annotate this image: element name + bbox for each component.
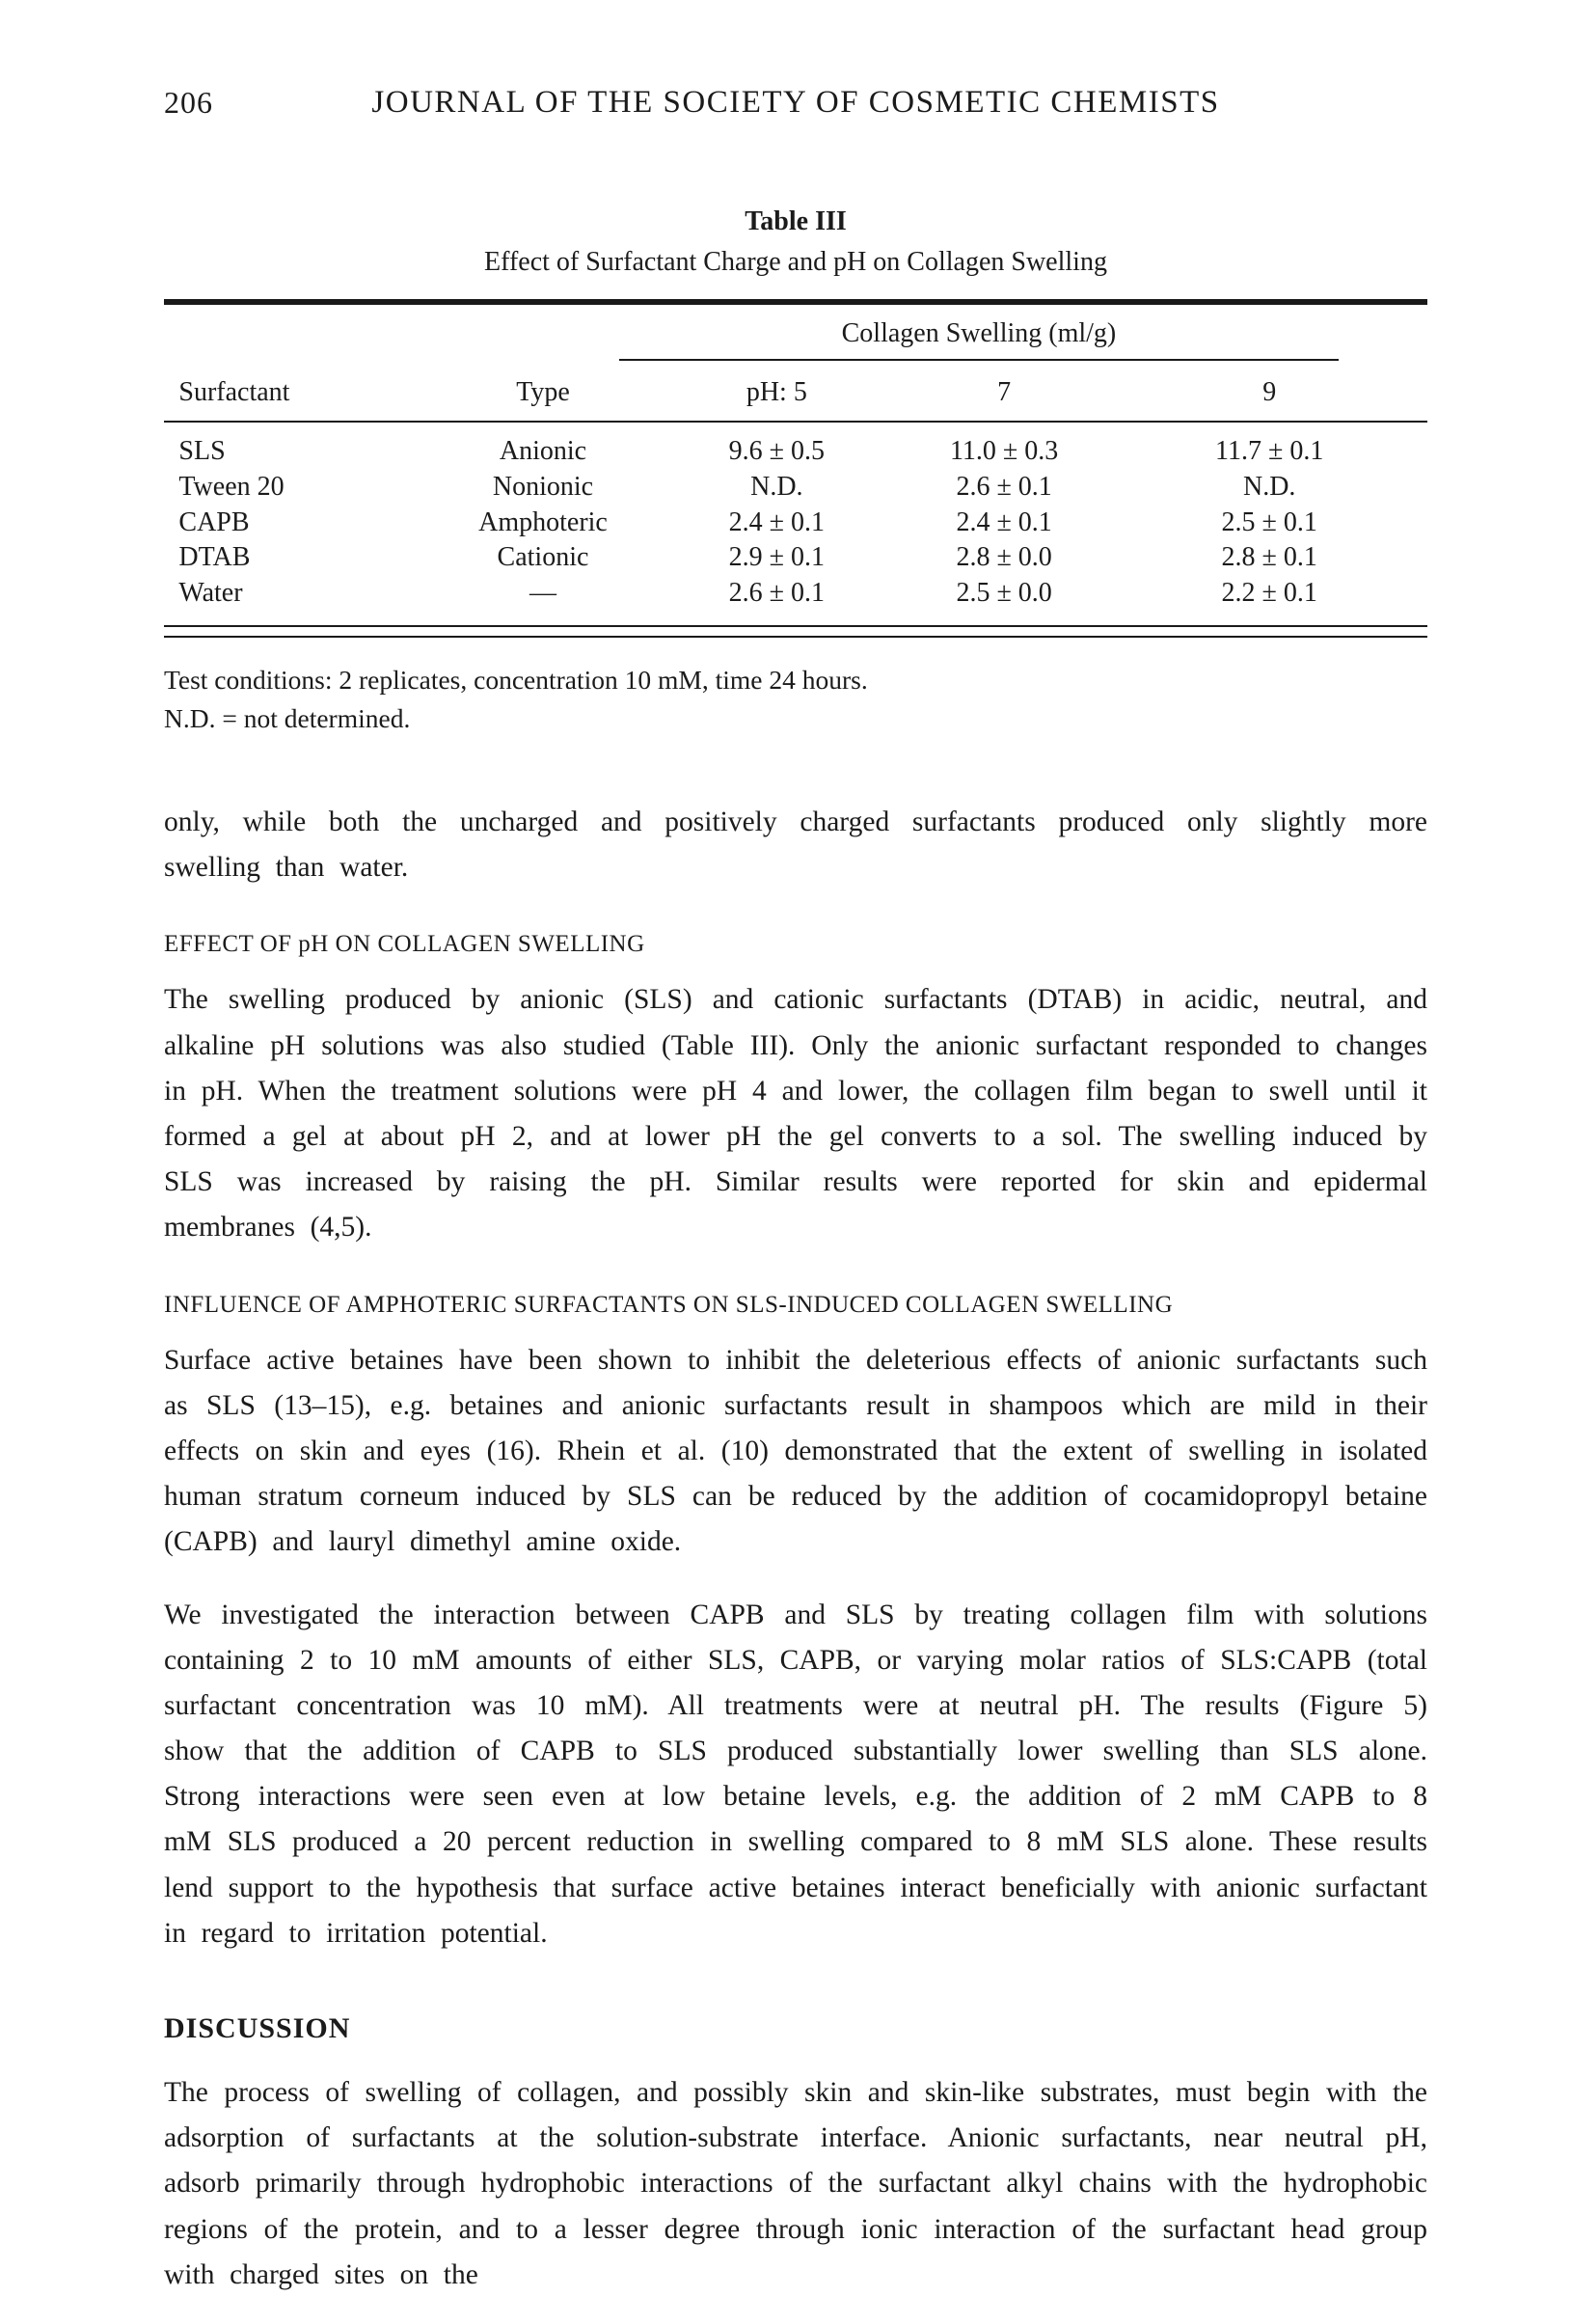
cell-ph7: 2.6 ± 0.1 (956, 471, 1052, 502)
column-header-type: Type (516, 377, 570, 407)
table-row (164, 576, 1427, 612)
section-heading: DISCUSSION (164, 2012, 351, 2045)
section-paragraph: The process of swelling of collagen, and possibly skin and skin-like substrates, must begin with the adsorption of surfactants at the solution-substrate interface. Anionic surfactants, near neutral pH, adsorb primarily through hydrophobic interactions of the surfactant alkyl chains with the hydrophobic regions of the protein, and to a lesser degree through ionic interaction of the surfactant head group with charged sites on the (164, 2077, 1427, 2290)
table-bottom-rule-2 (164, 636, 1427, 638)
cell-surfactant: Water (178, 578, 243, 609)
cell-ph5: 2.9 ± 0.1 (728, 542, 826, 573)
footnote-nd-definition: N.D. = not determined. (164, 703, 411, 734)
column-header-ph9: 9 (1262, 377, 1277, 407)
footnote-test-conditions: Test conditions: 2 replicates, concentration 10 mM, time 24 hours. (164, 665, 868, 696)
cell-ph7: 11.0 ± 0.3 (949, 435, 1059, 466)
cell-ph9: 2.8 ± 0.1 (1221, 542, 1317, 573)
page-number: 206 (164, 85, 213, 120)
cell-ph5: 9.6 ± 0.5 (728, 435, 826, 466)
section-paragraph: Surface active betaines have been shown to inhibit the deleterious effects of anionic surfactants such as SLS (13–15), e.g. betaines and anionic surfactants result in shampoos which are mild in their effects on skin and eyes (16). Rhein et al. (10) demonstrated that the extent of swelling in isolated human stratum corneum induced by SLS can be reduced by the addition of cocamidopropyl betaine (CAPB) and lauryl dimethyl amine oxide. (164, 1344, 1427, 1558)
cell-ph9: 2.2 ± 0.1 (1221, 578, 1317, 609)
table-row (164, 434, 1427, 470)
cell-ph7: 2.8 ± 0.0 (956, 542, 1052, 573)
cell-type: Anionic (499, 435, 587, 466)
section-heading: INFLUENCE OF AMPHOTERIC SURFACTANTS ON SLS-INDUCED COLLAGEN SWELLING (164, 1291, 1174, 1318)
cell-type: — (529, 578, 556, 609)
table-row (164, 540, 1427, 576)
table-body (164, 423, 1427, 613)
cell-surfactant: Tween 20 (178, 471, 285, 502)
column-header-surfactant: Surfactant (178, 377, 290, 407)
section-heading: EFFECT OF pH ON COLLAGEN SWELLING (164, 931, 645, 958)
section-paragraph: We investigated the interaction between CAPB and SLS by treating collagen film with solutions containing 2 to 10 mM amounts of either SLS, CAPB, or varying molar ratios of SLS:CAPB (total surfactant concentration was 10 mM). All treatments were at neutral pH. The results (Figure 5) show that the addition of CAPB to SLS produced substantially lower swelling than SLS alone. Strong interactions were seen even at low betaine levels, e.g. the addition of 2 mM CAPB to 8 mM SLS produced a 20 percent reduction in swelling compared to 8 mM SLS alone. These results lend support to the hypothesis that surface active betaines interact beneficially with anionic surfactant in regard to irritation potential. (164, 1599, 1427, 1949)
cell-surfactant: SLS (178, 435, 226, 466)
table-caption: Effect of Surfactant Charge and pH on Collagen Swelling (484, 247, 1107, 277)
section-discussion (164, 2012, 1427, 2298)
running-head (164, 85, 1427, 127)
cell-type: Amphoteric (478, 506, 608, 537)
cell-ph5: N.D. (750, 471, 803, 502)
table-footnote (164, 661, 1427, 738)
cell-type: Nonionic (492, 471, 594, 502)
section-effect-of-ph (164, 931, 1427, 1250)
cell-ph9: N.D. (1242, 471, 1296, 502)
cell-ph7: 2.4 ± 0.1 (956, 506, 1052, 537)
cell-surfactant: CAPB (178, 506, 250, 537)
cell-type: Cationic (497, 542, 589, 573)
section-paragraph: The swelling produced by anionic (SLS) and cationic surfactants (DTAB) in acidic, neutral, and alkaline pH solutions was also studied (Table III). Only the anionic surfactant responded to changes in pH. When the treatment solutions were pH 4 and lower, the collagen film began to swell until it formed a gel at about pH 2, and at lower pH the gel converts to a sol. The swelling induced by SLS was increased by raising the pH. Similar results were reported for skin and epidermal membranes (4,5). (164, 984, 1427, 1244)
table-bottom-rule-1 (164, 625, 1427, 627)
intro-paragraph: only, while both the uncharged and positively charged surfactants produced only slightly more swelling than water. (164, 807, 1427, 884)
section-influence-of-amphoteric (164, 1292, 1427, 1956)
cell-surfactant: DTAB (178, 542, 251, 573)
column-header-ph5: pH: 5 (746, 377, 807, 407)
cell-ph5: 2.4 ± 0.1 (728, 506, 826, 537)
table-group-header: Collagen Swelling (ml/g) (619, 305, 1340, 361)
cell-ph5: 2.6 ± 0.1 (728, 578, 826, 609)
cell-ph9: 11.7 ± 0.1 (1215, 435, 1324, 466)
table-iii (164, 206, 1427, 738)
article-body (164, 800, 1427, 2298)
cell-ph9: 2.5 ± 0.1 (1221, 506, 1317, 537)
table-title: Table III (745, 206, 847, 236)
table-row (164, 506, 1427, 541)
table-header-row (164, 361, 1427, 423)
column-header-ph7: 7 (997, 377, 1012, 407)
table-row (164, 470, 1427, 506)
cell-ph7: 2.5 ± 0.0 (956, 578, 1052, 609)
journal-title: JOURNAL OF THE SOCIETY OF COSMETIC CHEMISTS (371, 85, 1220, 120)
